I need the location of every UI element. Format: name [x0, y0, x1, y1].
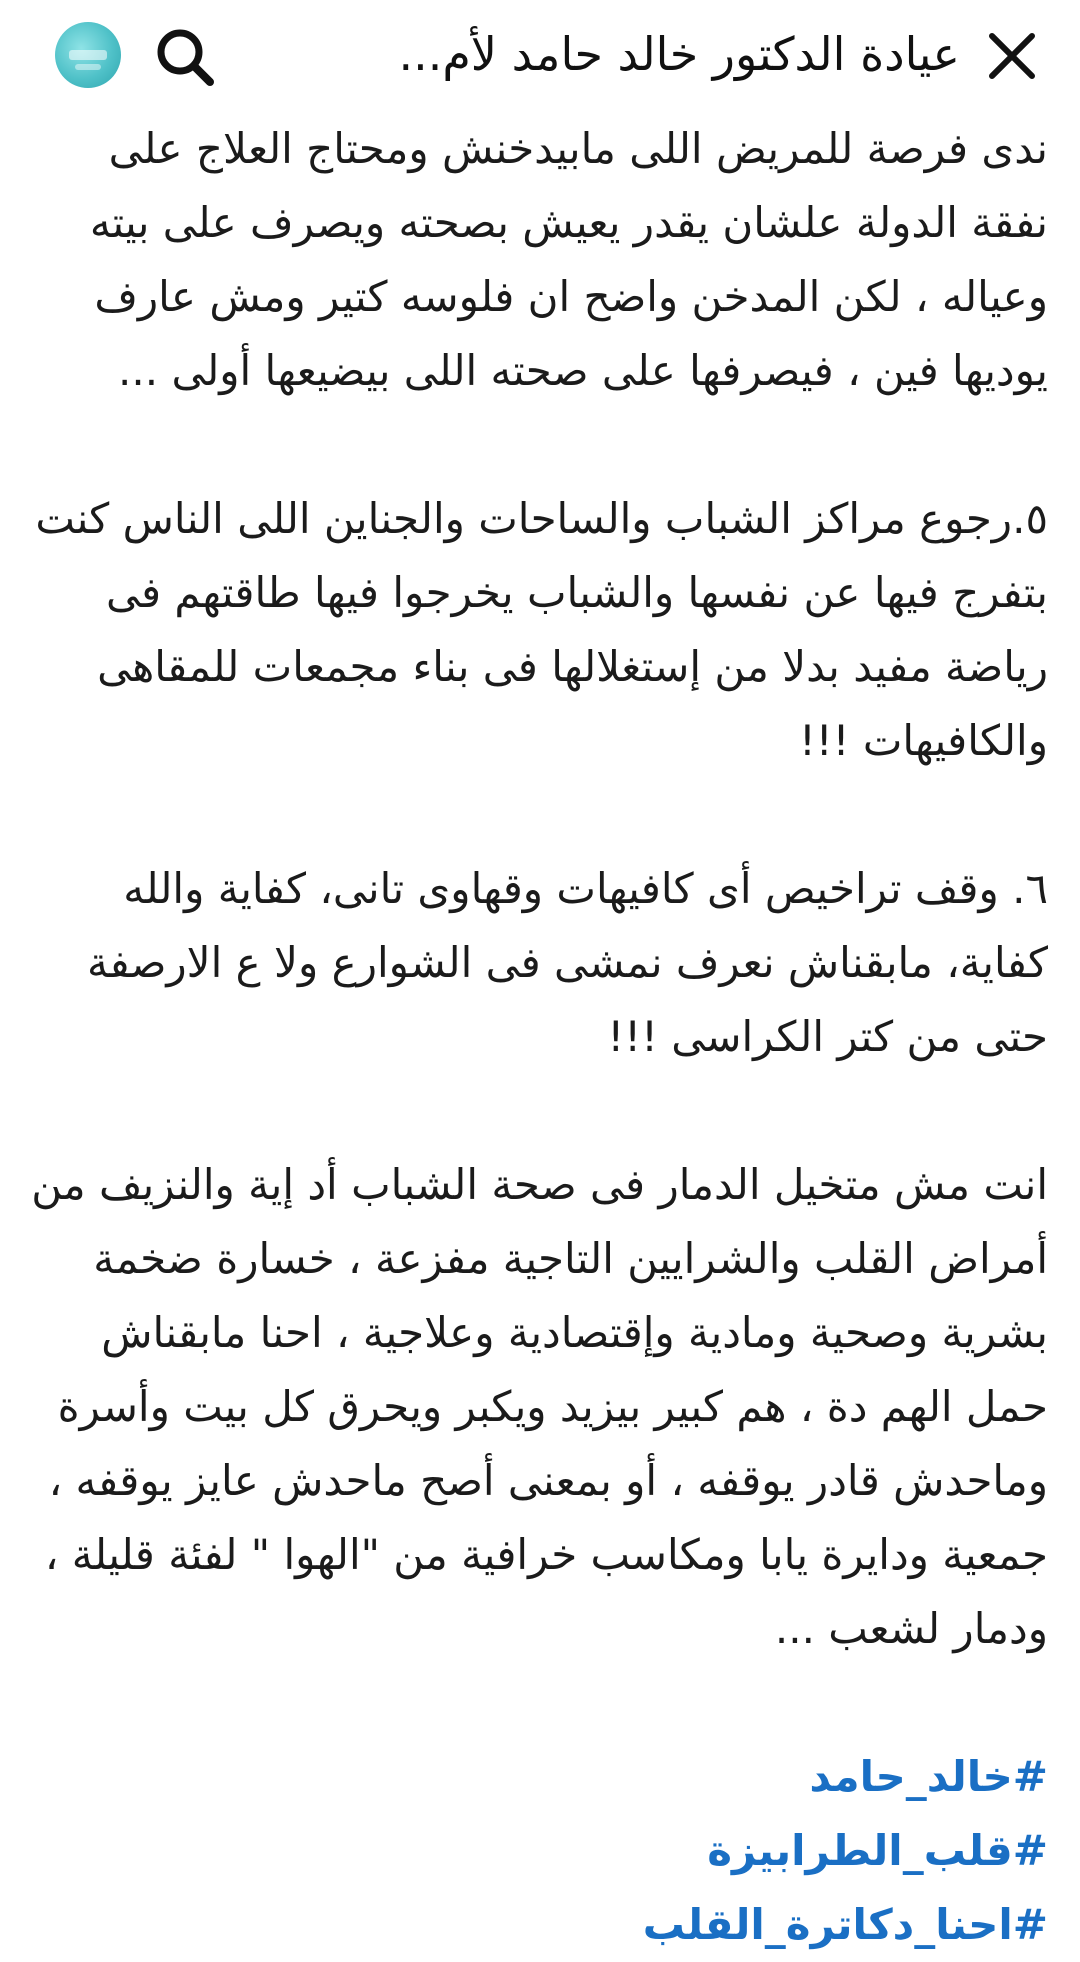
search-icon	[153, 25, 217, 89]
post-content	[30, 112, 1048, 1962]
post-paragraph: انت مش متخيل الدمار فى صحة الشباب أد إية والنزيف من أمراض القلب والشرايين التاجية مفزعة ، خسارة ضخمة بشرية وصحية ومادية وإقتصادية وعلاجية ، احنا مابقناش حمل الهم دة ، هم كبير بيزيد ويكبر ويحرق كل بيت وأسرة وماحدش قادر يوقفه ، أو بمعنى أصح ماحدش عايز يوقفه ، جمعية ودايرة يابا ومكاسب خرافية من "الهوا " لفئة قليلة ، ودمار لشعب ...	[31, 1160, 1048, 1653]
close-button[interactable]	[982, 26, 1042, 86]
avatar-logo-mark	[69, 50, 107, 60]
hashtag-link[interactable]: #احنا_دكاترة_القلب	[642, 1900, 1048, 1949]
hashtag-link[interactable]: #قلب_الطرابيزة	[707, 1826, 1048, 1875]
page-avatar[interactable]	[55, 22, 121, 88]
post-paragraph: ندى فرصة للمريض اللى مابيدخنش ومحتاج العلاج على نفقة الدولة علشان يقدر يعيش بصحته ويصرف على بيته وعياله ، لكن المدخن واضح ان فلوسه كتير ومش عارف يوديها فين ، فيصرفها على صحته اللى بيضيعها أولى ...	[89, 124, 1048, 395]
search-button[interactable]	[152, 24, 218, 90]
post-paragraph: ٥.رجوع مراكز الشباب والساحات والجناين اللى الناس كنت بتفرج فيها عن نفسها والشباب يخرجوا فيها طاقتهم فى رياضة مفيد بدلا من إستغلالها فى بناء مجمعات للمقاهى والكافيهات !!!	[35, 494, 1048, 765]
hashtag-list	[30, 1740, 1048, 1962]
hashtag-link[interactable]: #خالد_حامد	[809, 1752, 1048, 1801]
post-paragraph: ٦. وقف تراخيص أى كافيهات وقهاوى تانى، كفاية والله كفاية، مابقناش نعرف نمشى فى الشوارع ولا ع الارصفة حتى من كتر الكراسى !!!	[86, 864, 1048, 1061]
page-title: عيادة الدكتور خالد حامد لأم...	[398, 27, 960, 81]
top-bar	[0, 0, 1080, 112]
avatar-logo-mark-small	[75, 64, 101, 70]
close-icon	[986, 30, 1038, 82]
